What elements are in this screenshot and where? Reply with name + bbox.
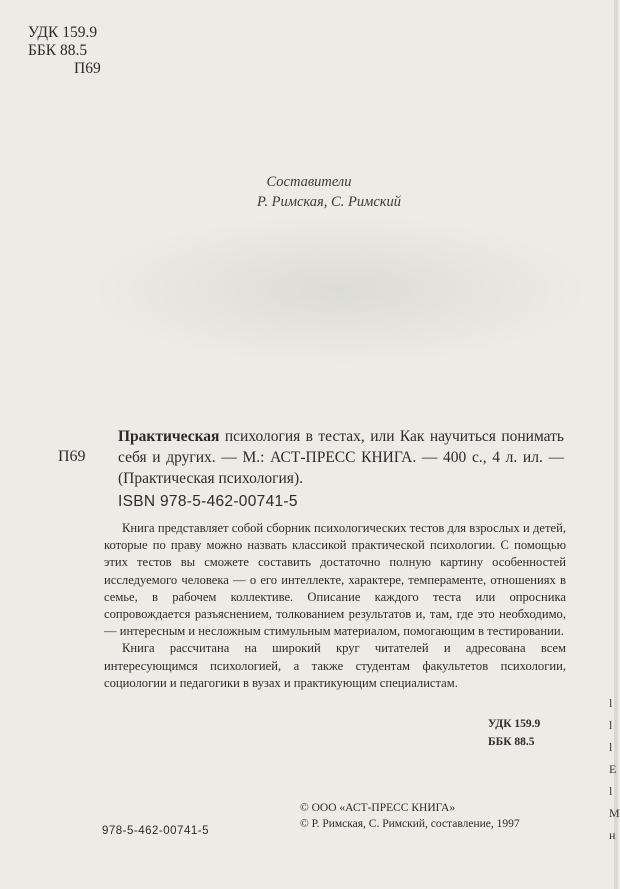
bleed-through-shadow xyxy=(90,215,590,365)
margin-letter: M xyxy=(609,806,620,820)
catalog-code: П69 xyxy=(58,448,86,465)
bibliographic-description xyxy=(118,426,564,489)
abstract-paragraph-1: Книга представляет собой сборник психологических тестов для взрослых и детей, которые по праву можно назвать классикой практической психологии. С помощью этих тестов вы сможете составить достаточно полную картину особенностей исследуемого человека — о его интеллекте, характере, темпераменте, отношениях в семье, в рабочем коллективе. Описание каждого теста или опросника сопровождается разъяснением, толкованием результатов и, там, где это необходимо, — интересным и несложным стимульным материалом, помогающим в тестировании. xyxy=(104,521,566,639)
small-classification xyxy=(488,715,540,751)
compilers-block xyxy=(0,172,618,212)
copyright-publisher: © ООО «АСТ-ПРЕСС КНИГА» xyxy=(300,802,456,814)
margin-letter: l xyxy=(609,784,613,798)
barcode-isbn: 978-5-462-00741-5 xyxy=(102,825,209,837)
compilers-label: Составители xyxy=(266,174,352,190)
isbn: ISBN 978-5-462-00741-5 xyxy=(118,493,298,510)
margin-letter: н xyxy=(609,828,616,842)
margin-letter: l xyxy=(609,740,613,754)
classification-block xyxy=(28,24,101,78)
abstract xyxy=(104,520,566,692)
margin-letter: l xyxy=(609,718,613,732)
margin-letter: l xyxy=(609,696,613,710)
bbk-code: ББК 88.5 xyxy=(28,42,88,59)
copyright-block xyxy=(300,800,520,832)
compilers-names: Р. Римская, С. Римский xyxy=(256,194,402,210)
author-sign: П69 xyxy=(74,60,101,77)
udk-code: УДК 159.9 xyxy=(28,24,98,41)
next-page-edge xyxy=(614,0,618,889)
copyright-compilers: © Р. Римская, С. Римский, составление, 1997 xyxy=(300,818,520,830)
small-udk: УДК 159.9 xyxy=(488,718,541,730)
bibliographic-rest: психология в тестах, или Как научиться понимать себя и других. — М.: АСТ-ПРЕСС КНИГА. — 400 с., 4 л. ил. — (Практическая психология). xyxy=(118,428,564,487)
small-bbk: ББК 88.5 xyxy=(488,736,535,748)
title-bold: Практическая xyxy=(118,428,220,445)
abstract-paragraph-2: Книга рассчитана на широкий круг читателей и адресована всем интересующимся психологией, а также студентам факультетов психологии, социологии и педагогики в вузах и практикующим специалистам. xyxy=(104,641,566,690)
margin-letter: E xyxy=(609,762,617,776)
